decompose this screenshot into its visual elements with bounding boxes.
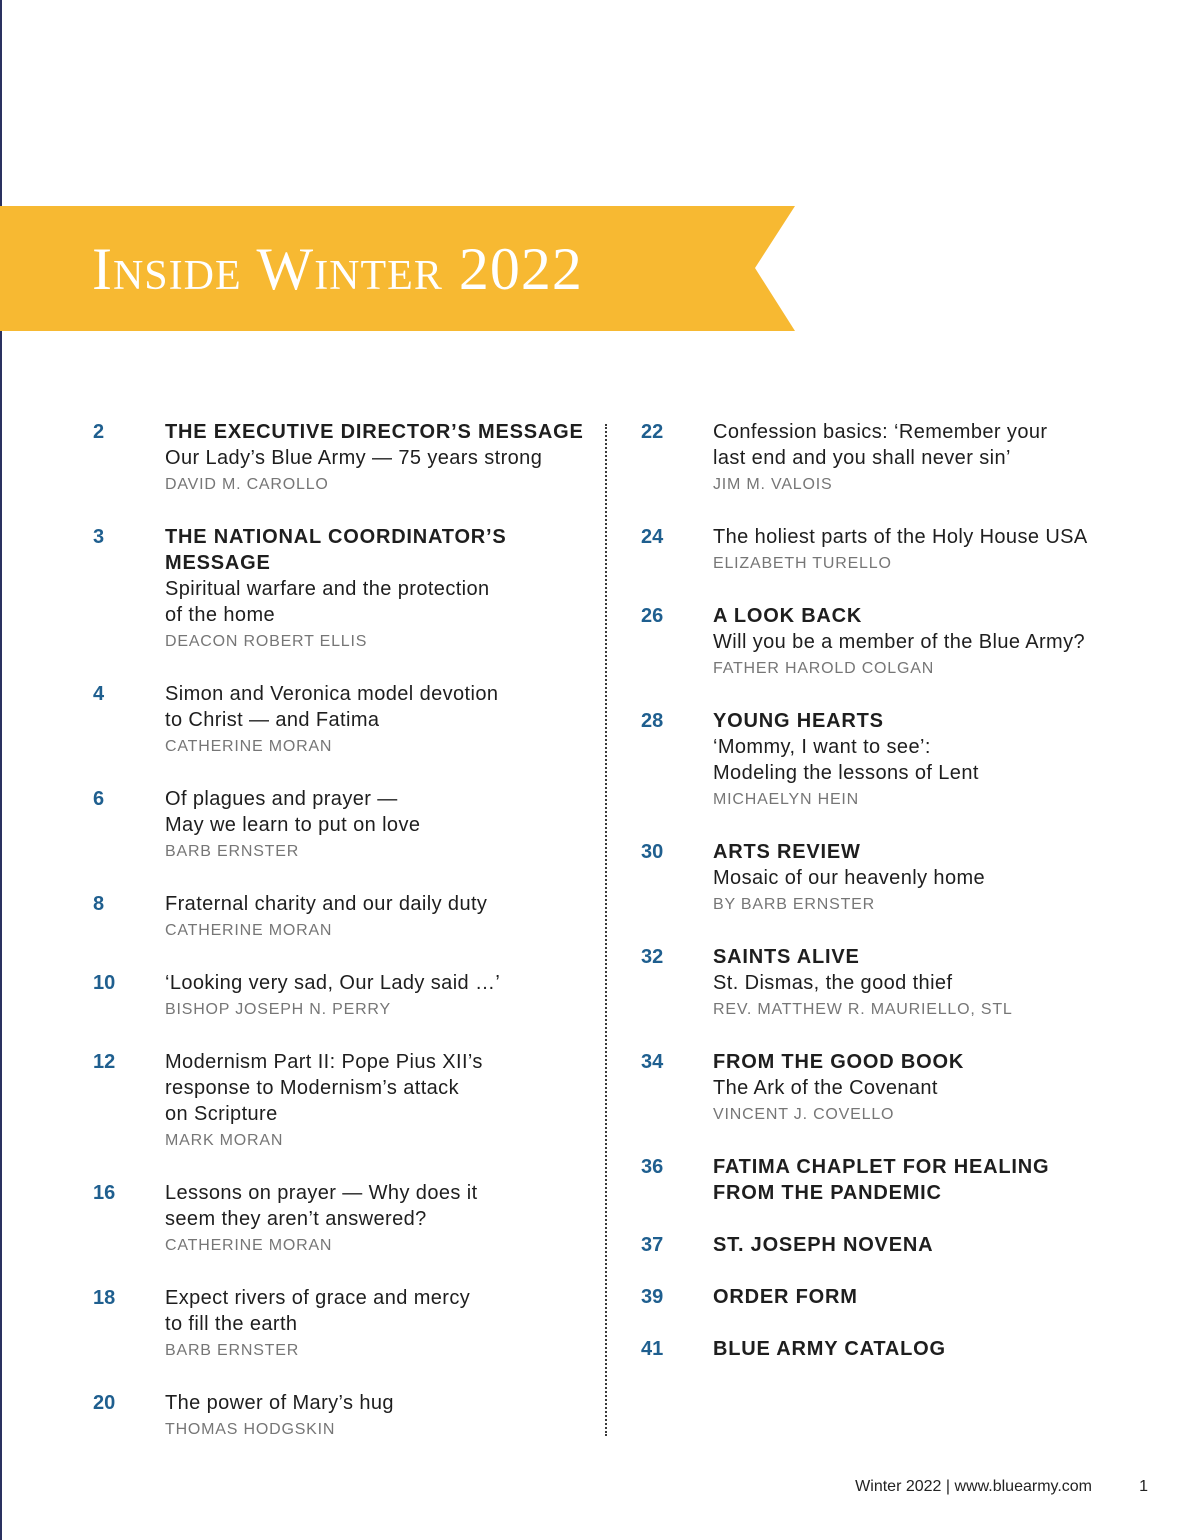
- toc-section-heading: BLUE ARMY CATALOG: [713, 1338, 946, 1360]
- toc-page-number: 28: [641, 710, 664, 732]
- toc-article-title: Our Lady’s Blue Army — 75 years strong: [165, 447, 543, 469]
- toc-article-title: Confession basics: ‘Remember your: [713, 421, 1048, 443]
- toc-article-title: to fill the earth: [165, 1313, 298, 1335]
- toc-article-title: response to Modernism’s attack: [165, 1077, 459, 1099]
- toc-author: CATHERINE MORAN: [165, 738, 333, 755]
- toc-entry[interactable]: [641, 1049, 1161, 1128]
- toc-article-title: Spiritual warfare and the protection: [165, 578, 490, 600]
- toc-article-title: ‘Looking very sad, Our Lady said …’: [165, 972, 501, 994]
- toc-section-heading: FATIMA CHAPLET FOR HEALING: [713, 1156, 1050, 1178]
- toc-author: MICHAELYN HEIN: [713, 791, 860, 808]
- toc-page-number: 34: [641, 1051, 664, 1073]
- toc-page-number: 18: [93, 1287, 116, 1309]
- toc-entry[interactable]: [93, 1180, 593, 1259]
- toc-section-heading: THE NATIONAL COORDINATOR’S: [165, 526, 507, 548]
- toc-entry[interactable]: [93, 419, 593, 498]
- toc-author: BARB ERNSTER: [165, 1342, 300, 1359]
- toc-article-title: The Ark of the Covenant: [713, 1077, 938, 1099]
- toc-author: DEACON ROBERT ELLIS: [165, 633, 368, 650]
- toc-article-title: Mosaic of our heavenly home: [713, 867, 986, 889]
- toc-article-title: on Scripture: [165, 1103, 278, 1125]
- column-divider: [605, 424, 607, 1436]
- toc-page-number: 10: [93, 972, 116, 994]
- toc-entry[interactable]: [93, 681, 593, 760]
- toc-page-number: 16: [93, 1182, 116, 1204]
- toc-article-title: of the home: [165, 604, 276, 626]
- toc-page-number: 4: [93, 683, 105, 705]
- toc-entry[interactable]: [641, 1232, 1161, 1258]
- toc-author: CATHERINE MORAN: [165, 1237, 333, 1254]
- toc-author: FATHER HAROLD COLGAN: [713, 660, 935, 677]
- toc-entry[interactable]: [93, 524, 593, 655]
- toc-section-heading: FROM THE GOOD BOOK: [713, 1051, 965, 1073]
- toc-page-number: 39: [641, 1286, 664, 1308]
- toc-section-heading: THE EXECUTIVE DIRECTOR’S MESSAGE: [165, 421, 584, 443]
- toc-section-heading: ORDER FORM: [713, 1286, 858, 1308]
- toc-article-title: seem they aren’t answered?: [165, 1208, 427, 1230]
- toc-entry[interactable]: [641, 839, 1161, 918]
- toc-article-title: Expect rivers of grace and mercy: [165, 1287, 471, 1309]
- toc-entry[interactable]: [641, 1336, 1161, 1362]
- toc-article-title: Modeling the lessons of Lent: [713, 762, 979, 784]
- toc-author: DAVID M. CAROLLO: [165, 476, 329, 493]
- toc-page-number: 26: [641, 605, 664, 627]
- toc-page-number: 12: [93, 1051, 116, 1073]
- toc-section-heading: ST. JOSEPH NOVENA: [713, 1234, 934, 1256]
- toc-author: VINCENT J. COVELLO: [713, 1106, 895, 1123]
- page-number: 1: [1139, 1478, 1148, 1495]
- toc-section-heading: SAINTS ALIVE: [713, 946, 860, 968]
- toc-entry[interactable]: [641, 944, 1161, 1023]
- toc-article-title: The holiest parts of the Holy House USA: [713, 526, 1088, 548]
- toc-author: JIM M. VALOIS: [713, 476, 833, 493]
- toc-article-title: Will you be a member of the Blue Army?: [713, 631, 1086, 653]
- toc-article-title: The power of Mary’s hug: [165, 1392, 394, 1414]
- toc-page-number: 37: [641, 1234, 664, 1256]
- toc-entry[interactable]: [93, 1049, 593, 1154]
- toc-right-column: [641, 419, 1161, 1388]
- toc-entry[interactable]: [641, 419, 1161, 498]
- toc-page-number: 6: [93, 788, 105, 810]
- toc-page-number: 2: [93, 421, 105, 443]
- toc-section-heading: A LOOK BACK: [713, 605, 863, 627]
- toc-section-heading: FROM THE PANDEMIC: [713, 1182, 942, 1204]
- toc-entry[interactable]: [641, 1154, 1161, 1206]
- toc-article-title: Lessons on prayer — Why does it: [165, 1182, 478, 1204]
- toc-page-number: 36: [641, 1156, 664, 1178]
- toc-entry[interactable]: [93, 970, 593, 1023]
- toc-article-title: Fraternal charity and our daily duty: [165, 893, 488, 915]
- toc-page-number: 22: [641, 421, 664, 443]
- toc-author: MARK MORAN: [165, 1132, 284, 1149]
- toc-page-number: 32: [641, 946, 664, 968]
- toc-page-number: 8: [93, 893, 105, 915]
- toc-author: REV. MATTHEW R. MAURIELLO, STL: [713, 1001, 1013, 1018]
- toc-entry[interactable]: [641, 524, 1161, 577]
- toc-entry[interactable]: [93, 786, 593, 865]
- toc-page-number: 3: [93, 526, 105, 548]
- toc-entry[interactable]: [93, 1390, 593, 1443]
- toc-entry[interactable]: [641, 708, 1161, 813]
- toc-article-title: ‘Mommy, I want to see’:: [713, 736, 931, 758]
- toc-page-number: 20: [93, 1392, 116, 1414]
- toc-entry[interactable]: [641, 1284, 1161, 1310]
- toc-entry[interactable]: [93, 1285, 593, 1364]
- toc-section-heading: ARTS REVIEW: [713, 841, 861, 863]
- toc-entry[interactable]: [641, 603, 1161, 682]
- toc-author: BARB ERNSTER: [165, 843, 300, 860]
- issue-title: Inside Winter 2022: [92, 236, 583, 302]
- toc-author: ELIZABETH TURELLO: [713, 555, 892, 572]
- toc-left-column: [93, 419, 593, 1469]
- toc-entry[interactable]: [93, 891, 593, 944]
- toc-author: THOMAS HODGSKIN: [165, 1421, 336, 1438]
- toc-author: CATHERINE MORAN: [165, 922, 333, 939]
- toc-article-title: May we learn to put on love: [165, 814, 421, 836]
- toc-page-number: 24: [641, 526, 664, 548]
- toc-page-number: 30: [641, 841, 664, 863]
- toc-page-number: 41: [641, 1338, 664, 1360]
- toc-article-title: Of plagues and prayer —: [165, 788, 398, 810]
- toc-author: BISHOP JOSEPH N. PERRY: [165, 1001, 391, 1018]
- toc-article-title: to Christ — and Fatima: [165, 709, 380, 731]
- toc-article-title: Modernism Part II: Pope Pius XII’s: [165, 1051, 483, 1073]
- toc-section-heading: YOUNG HEARTS: [713, 710, 884, 732]
- toc-article-title: Simon and Veronica model devotion: [165, 683, 499, 705]
- toc-article-title: last end and you shall never sin’: [713, 447, 1011, 469]
- toc-author: BY BARB ERNSTER: [713, 896, 875, 913]
- toc-article-title: St. Dismas, the good thief: [713, 972, 953, 994]
- toc-section-heading: MESSAGE: [165, 552, 271, 574]
- footer-text: Winter 2022 | www.bluearmy.com: [855, 1478, 1092, 1495]
